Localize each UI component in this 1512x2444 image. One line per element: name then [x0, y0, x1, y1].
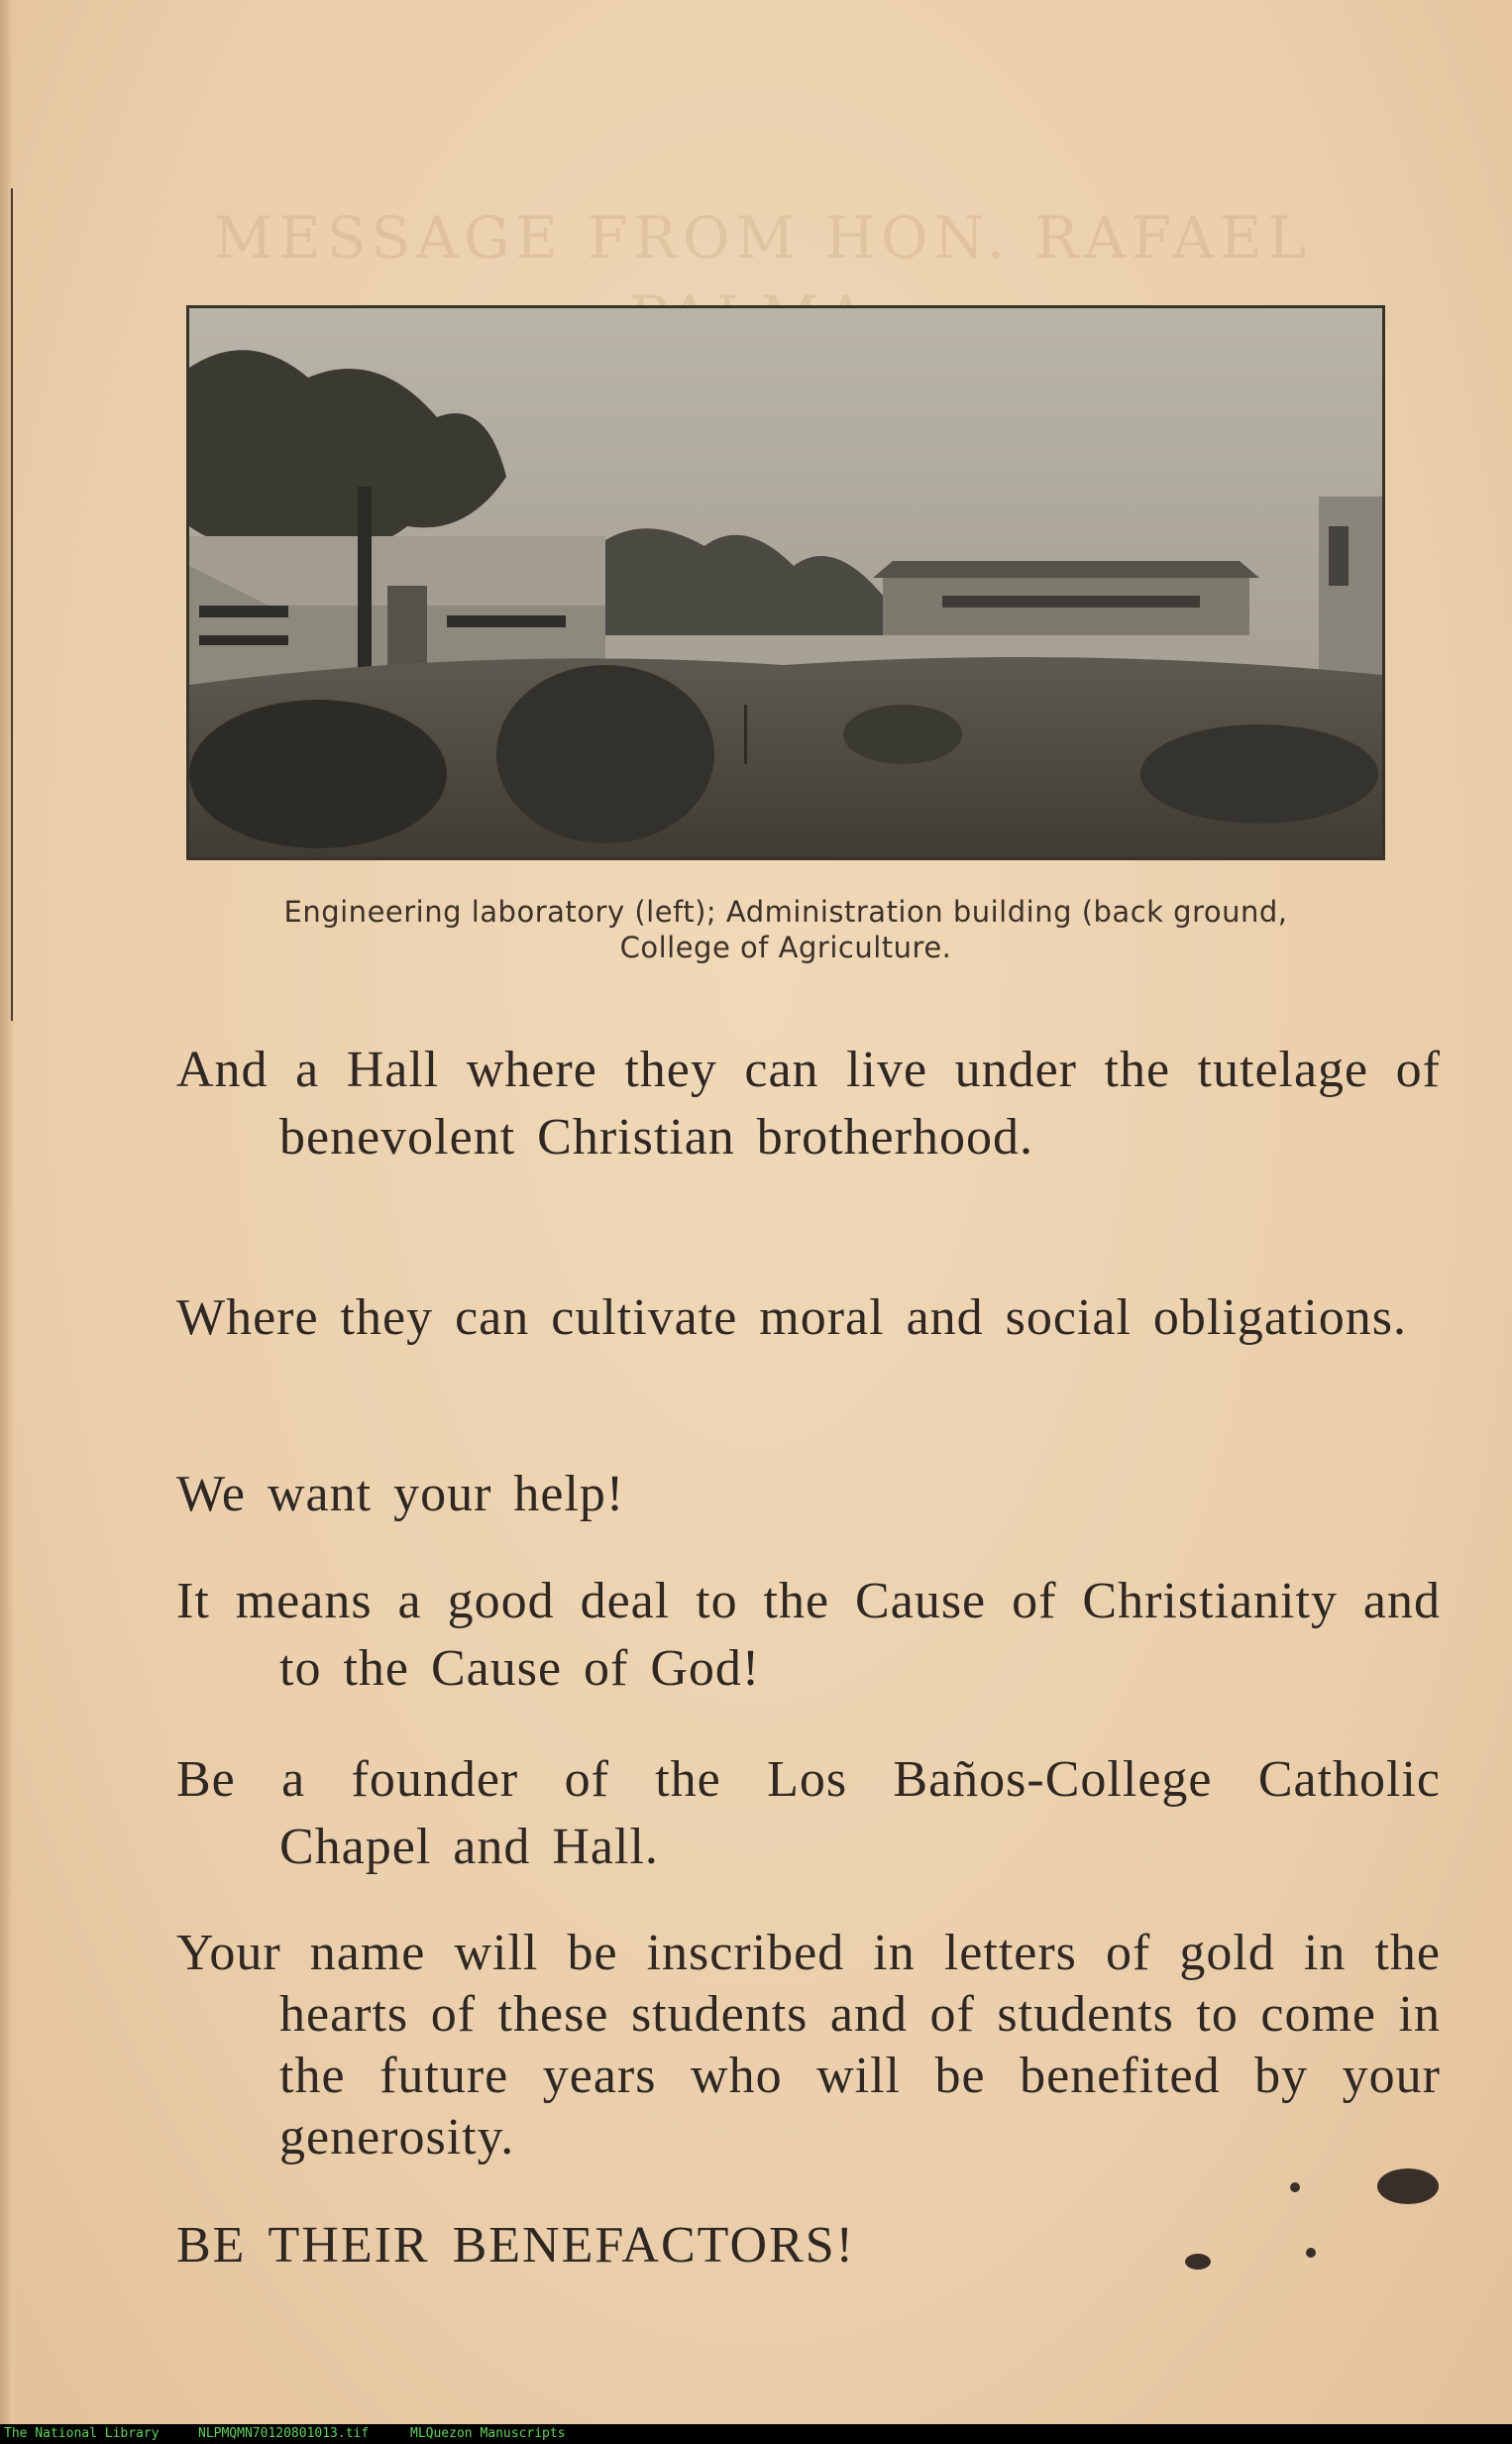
binding-line — [2, 188, 13, 1021]
photograph-icon — [189, 308, 1382, 857]
caption-line: Engineering laboratory (left); Administration building (back ground, — [283, 895, 1288, 929]
ink-spot — [1290, 2182, 1300, 2192]
paragraph-inscribed: Your name will be inscribed in letters of gold in the hearts of these students and of students to come in the future years who will be benefited by your generosity. — [176, 1925, 1441, 2166]
archive-footer — [0, 2424, 1512, 2444]
paragraph-obligations: Where they can cultivate moral and social obligations. — [176, 1289, 1408, 1346]
caption-line: College of Agriculture. — [619, 931, 952, 964]
paragraph-benefactors: BE THEIR BENEFACTORS! — [176, 2217, 855, 2274]
paragraph-hall: And a Hall where they can live under the tutelage of benevolent Christian brotherhood. — [176, 1042, 1441, 1166]
ink-spot — [1185, 2254, 1211, 2270]
ink-spot — [1306, 2248, 1316, 2258]
photo-caption — [186, 894, 1385, 965]
footer-file: NLPMQMN70120801013.tif — [198, 2426, 370, 2441]
campus-photograph — [186, 305, 1385, 860]
paragraph-founder: Be a founder of the Los Baños-College Catholic Chapel and Hall. — [176, 1751, 1441, 1875]
footer-collection: MLQuezon Manuscripts — [410, 2426, 566, 2441]
paragraph-help: We want your help! — [176, 1466, 625, 1522]
footer-library: The National Library — [4, 2426, 160, 2441]
ink-blot — [1377, 2168, 1439, 2204]
paragraph-cause: It means a good deal to the Cause of Christianity and to the Cause of God! — [176, 1573, 1441, 1697]
ghost-line: MESSAGE FROM HON. RAFAEL — [214, 204, 1312, 272]
